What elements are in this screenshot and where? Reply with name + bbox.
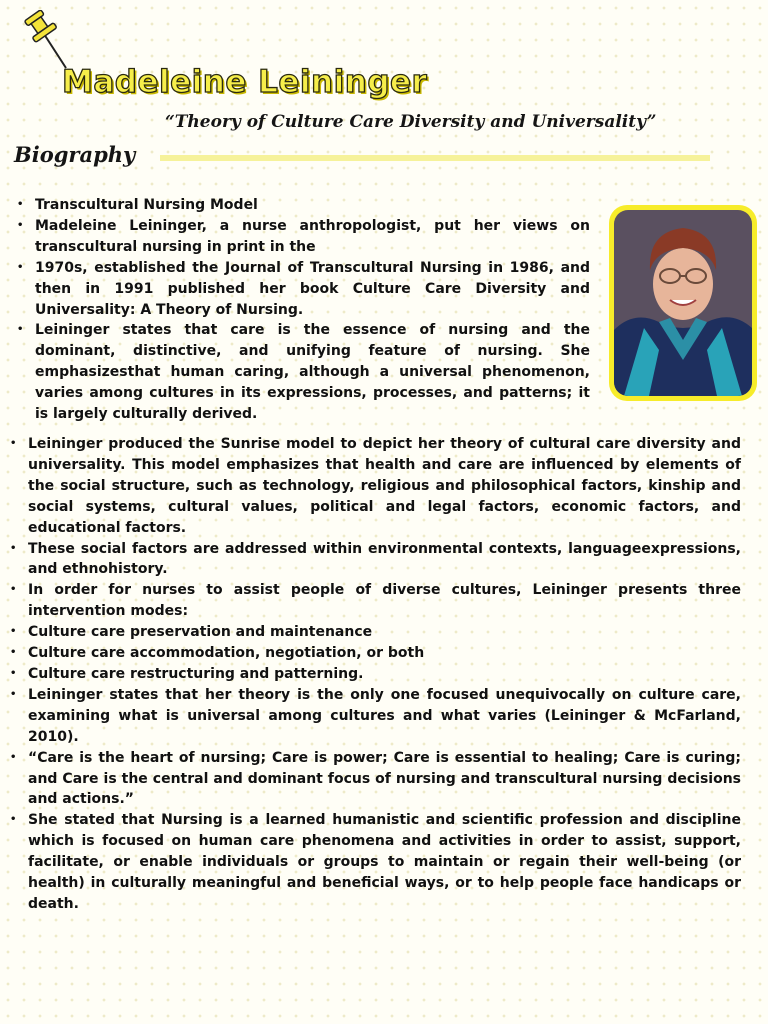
page-title: Madeleine Leininger xyxy=(62,64,428,100)
bullet-item: • Leininger states that her theory is the only one focused unequivocally on culture care, examining what is universal among cultures and what varies (Leininger & McFarland, 2010). xyxy=(28,685,741,748)
bullet-item: • Culture care accommodation, negotiation, or both xyxy=(28,643,741,664)
bullet-item: • “Care is the heart of nursing; Care is power; Care is essential to healing; Care is curing; and Care is the central and dominant focus of nursing and transcultural nursing decisions and actions.” xyxy=(28,748,741,811)
biography-bullets-top xyxy=(35,195,590,425)
bullet-item: • 1970s, established the Journal of Transcultural Nursing in 1986, and then in 1991 published her book Culture Care Diversity and Universality: A Theory of Nursing. xyxy=(35,258,590,321)
portrait-photo xyxy=(609,205,757,401)
bullet-item: • She stated that Nursing is a learned humanistic and scientific profession and discipline which is focused on human care phenomena and activities in order to assist, support, facilitate, or enable individuals or groups to maintain or regain their well-being (or health) in culturally meaningful and beneficial ways, or to help people face handicaps or death. xyxy=(28,810,741,915)
bullet-item: • Leininger produced the Sunrise model to depict her theory of cultural care diversity and universality. This model emphasizes that health and care are influenced by elements of the social structure, such as technology, religious and philosophical factors, kinship and social systems, cultural values, political and legal factors, economic factors, and educational factors. xyxy=(28,434,741,539)
biography-bullets-main xyxy=(28,434,741,915)
biography-heading: Biography xyxy=(14,142,136,167)
bullet-item: • In order for nurses to assist people of diverse cultures, Leininger presents three intervention modes: xyxy=(28,580,741,622)
bullet-item: • Transcultural Nursing Model xyxy=(35,195,590,216)
bullet-item: • Madeleine Leininger, a nurse anthropologist, put her views on transcultural nursing in print in the xyxy=(35,216,590,258)
biography-highlight-bar xyxy=(160,155,710,161)
subtitle: “Theory of Culture Care Diversity and Universality” xyxy=(165,112,657,132)
bullet-item: • Culture care preservation and maintenance xyxy=(28,622,741,643)
bullet-item: • These social factors are addressed within environmental contexts, languageexpressions, and ethnohistory. xyxy=(28,539,741,581)
bullet-item: • Leininger states that care is the essence of nursing and the dominant, distinctive, and unifying feature of nursing. She emphasizesthat human caring, although a universal phenomenon, varies among cultures in its expressions, processes, and patterns; it is largely culturally derived. xyxy=(35,320,590,425)
bullet-item: • Culture care restructuring and patterning. xyxy=(28,664,741,685)
pushpin-icon xyxy=(22,10,72,70)
